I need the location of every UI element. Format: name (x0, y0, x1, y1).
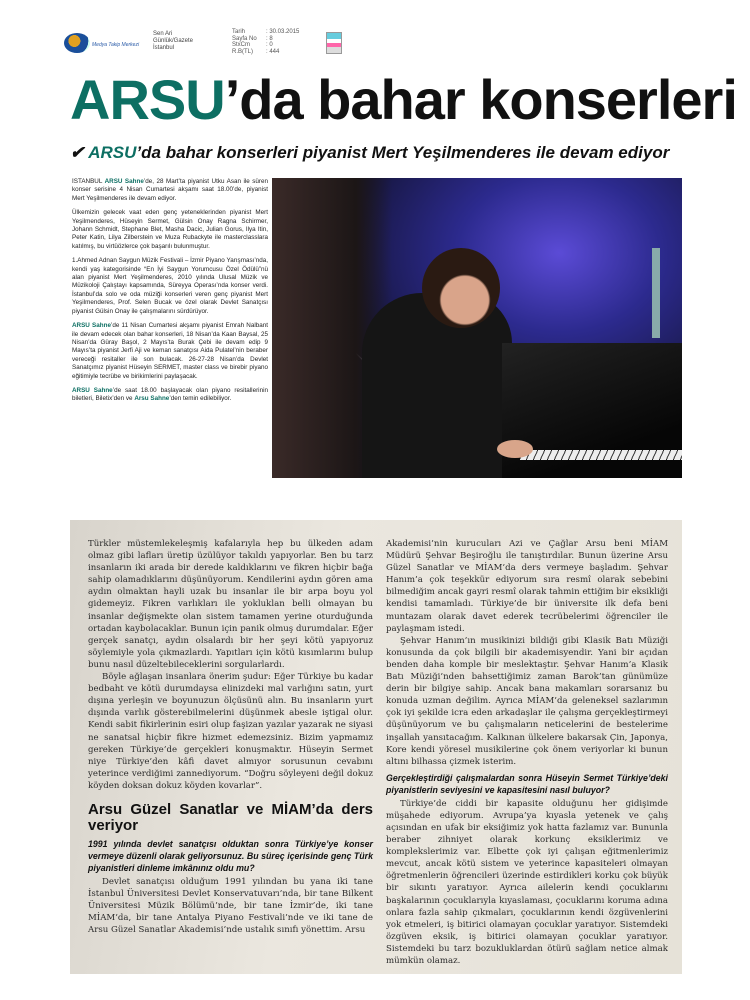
magazine-right-column (386, 538, 668, 967)
article-paragraph-5 (72, 387, 268, 404)
interview-answer: Türkiye’de ciddi bir kapasite olduğunu her gidişimde müşahede ediyorum. Avrupa’ya kıyasla yetenek ve çalış açısından en ufak bir eksiğimiz yok hatta fazlamız var. Bununla beraber zihniyet olarak korkunç eksiklerimiz ve komplekslerimiz var. Elbette çok iyi çalışan eğitmenlerimiz mevcut, ancak kötü sistem ve yeterince kapasiteleri olmayan öğretmenlerin öğrencileri üzerinde estirdikleri korku çok büyük bir sıkıntı yaratıyor. Ayrıca ailelerin kendi çocuklarını başkalarının çocuklarıyla kıyaslaması, çocuklarını koruma adına onlara fazla sahip çıkmaları, çocuklarının kendi özgüvenlerini yok etmeleri, iş bitirici olamayan çocuklar yaratıyor. Sistemdeki özgüven eksik, iş bitirici olamayan çocuklar yaratıyor. Sistemdeki bu tarz bozukluklardan ötürü sağlam netice almak mümkün olamaz. (386, 798, 668, 966)
pianist-figure (362, 293, 512, 478)
source-type: Günlük/Gazete (153, 38, 194, 44)
headline-brand: ARSU (70, 68, 225, 131)
section-title: Arsu Güzel Sanatlar ve MİAM’da ders veriyor (88, 800, 373, 834)
magazine-paragraph: Böyle ağlaşan insanlara önerim şudur: Eğer Türkiye bu kadar bedbaht ve kötü durumdaysa elinizdeki mal varlığını satın, yurt dışına yerleşin ve boyunuzun ölçüsünü alın. Bu insanların yurt dışında varlık gösterebilmelerini düşünmek abesle iştigal olur. Kendi sabit fikirlerinin esiri olup faşizan yazılar yazarak ne siyasi ne sanatsal hiçbir fikre hizmet edemezsiniz. Bizim yapmamız gereken Türkiye’de gerçekleri konuşmaktır. Hüseyin Sermet niye Türkiye’den kâfi davet almıyor sorusunun cevabını yeterince verdiğimi zannediyorum. “Doğru söyleyeni değil dokuz köyden doksan dokuz köyden kovarlar”. (88, 672, 373, 791)
paragraph-text: ’den temin edilebiliyor. (169, 395, 232, 403)
magazine-scan (70, 520, 682, 974)
microphone-stand (652, 248, 660, 338)
subhead-brand: ARSU (88, 143, 137, 162)
paragraph-text: ’de, 28 Mart’ta piyanist Utku Asan ile süren konser serisine 4 Nisan Cumartesi akşamı saat 18.00’de, piyanist Mert Yeşilmenderes ile devam ediyor. (72, 178, 268, 202)
article-paragraph-1 (72, 178, 268, 203)
magazine-paragraph: Türkler müstemlekeleşmiş kafalarıyla hep bu ülkeden adam olmaz gibi lafları üretip üzülüyor takıldı yapıyorlar. Ben bu tarz insanların iki arada bir derede kaldıklarını ve fikren hiçbir bağa sahip olamadıklarını düşünüyorum. Kendilerini aydın gören ama aydın olmaktan hayli uzak bu insanlar ile bir arpa boyu yol gidemeyiz. Fikren varlıkları ile yokluklan belli olmayan bu insanlar değişmekte olan sistem tamamen yerine oturduğunda ortadan kaybolacaklar. Bunun için panik olmuş durumdalar. Eğer gerçek sanatçı, aydın olsalardı bir her şeyi kötü yapıyoruz söylemiyle yola çıkmazlardı. Yapıtları için kötü kısımlarını bulup bunu nasıl düzeltebileceklerini sorgularlardı. (88, 539, 373, 670)
logo-text: Medya Takip Merkezi (92, 42, 140, 48)
meta-value-date: : 30.03.2015 (266, 29, 300, 35)
article-column (72, 178, 268, 488)
paragraph-text: ’de saat 18.00 başlayacak olan piyano resitallerinin biletleri, Biletix’den ve (72, 386, 268, 403)
source-name: Sen Ari (153, 31, 173, 37)
brand-mention: ARSU Sahne (72, 386, 113, 394)
headline (70, 62, 737, 138)
meta-label-rb: R.B(TL) (232, 48, 253, 55)
article-paragraph-2: Ülkemizin gelecek vaat eden genç yeteneklerinden piyanist Mert Yeşilmenderes, Hüseyin Sermet, Gülsin Onay Ragna Schirmer, Johann Schmidt, Stephane Blet, Masha Dacic, Julian Gorus, Ilya Itin, Peter Katin, Lilya Zilberstein ve Muza Rubackyte ile masterclasslara katılmış, bu virtüözlerce çok başarılı bulunmuştur. (72, 209, 268, 250)
brand-mention: ARSU Sahne (104, 178, 144, 185)
magazine-paragraph: Akademisi’nin kurucuları Azi ve Çağlar Arsu beni MİAM Müdürü Şehvar Beşiroğlu ile tanıştırdılar. Bunun üzerine Arsu Güzel Sanatlar ve MİAM’da ders vermeye başladım. Şehvar Hanım’a çok teşekkür ediyorum sıra resmî olarak sebebini bilmediğim ancak gayri resmî olarak tahmin ettiğim bir eksikliği kendisi tamamladı. Türkiye’de bir üniversite ilk defa beni muntazam olarak davet ederek tecrübelerimi öğrenciler ile paylaşmam istedi. (386, 539, 668, 634)
checkmark-icon: ✔ (70, 143, 85, 162)
clipping-header (0, 0, 750, 60)
media-monitor-logo-icon (64, 33, 90, 53)
brand-mention: ARSU Sahne (72, 322, 111, 330)
meta-value-stxcm: : 0 (266, 42, 273, 48)
meta-label-date: Tarih (232, 29, 246, 35)
clipping-meta (232, 29, 299, 55)
pianist-head (422, 248, 500, 328)
meta-label-page: Sayfa No (232, 35, 257, 42)
interview-answer: Devlet sanatçısı olduğum 1991 yılından bu yana iki tane İstanbul Üniversitesi Devlet Konservatuvarı’nda, bir tane Bilkent Üniversitesi Müzik Bölümü’nde, bir tane İzmir’de, iki tane MİAM’da, bir tane Antalya Piyano Festivali’nde ve iki tane de Arsu Güzel Sanatlar Akademisi’nde ustalık sınıfı yönettim. Arsu (88, 876, 373, 936)
source-city: İstanbul (153, 45, 175, 51)
brand-mention-2: Arsu Sahne (134, 395, 170, 403)
pianist-hand (497, 440, 533, 458)
magazine-paragraph: Şehvar Hanım’ın musikinizi bildiği gibi Klasik Batı Müziği konusunda da çok bilgili bir akademisyendir. Yani bir açıdan benden daha komple bir meslektaştır. Şehvar Hanım’a Klasik Batı Müziği’nden bahsettiğimiz zaman Barok’tan günümüze derin bir bilgiye sahip. Ancak bana makamları sorarsanız bu konuda uzman değilim. Ayrıca MİAM’da geleneksel sazlarımın çok iyi şekilde icra eden arkadaşlar ile çalışma gerçekleştirmeyi düşünüyorum ve bu çalışmaların neticelerini de bestelerime inşallah yansıtacağım. Kalkınan ülkelere bakarsak Çin, Japonya, Kore kendi yöresel musikilerine çok önem veriyorlar ki bunun altını bilhassa çizmek isterim. (386, 635, 668, 767)
article-paragraph-3: 1.Ahmed Adnan Saygun Müzik Festivali – İzmir Piyano Yarışması’nda, kendi yaş kategorisinde “En İyi Saygun Yorumcusu Özel Ödülü”nü alan piyanist Mert Yeşilmenderes, 2010 yılında Ulusal Müzik ve Müzikoloji Çalıştayı kapsamında, Süreyya Operası’nda konser verdi. İstanbul’da solo ve oda müziği konserleri veren genç piyanist Mert Yeşilmenderes, Prof. Selen Bucak ve özel olarak Devlet Sanatçısı piyanist Gülsin Onay ile çalışmalarını sürdürüyor. (72, 257, 268, 315)
subheadline (70, 143, 690, 163)
headline-rest: ’da bahar konserleri (224, 68, 737, 131)
meta-label-stxcm: StxCm (232, 42, 250, 48)
interview-question: Gerçekleştirdiği çalışmalardan sonra Hüseyin Sermet Türkiye’deki piyanistlerin seviyesini ve kapasitesini nasıl buluyor? (386, 772, 668, 795)
subhead-rest: ’da bahar konserleri piyanist Mert Yeşilmenderes ile devam ediyor (136, 143, 670, 162)
concert-photo (272, 178, 682, 478)
paragraph-text: ’de 11 Nisan Cumartesi akşamı piyanist Emrah Nalbant ile devam edecek olan bahar konserleri, 18 Nisan’da Kaan Baysal, 25 Nisan’da Güray Başol, 2 Mayıs’ta Burak Çebi ile devam edip 9 Mayıs’ta piyanist Jerfi Aji ve keman sanatçısı Aida Pulatel’nin beraber vereceği resitaller ile son bulacak. 26-27-28 Nisan’da Devlet Sanatçımız piyanist Hüseyin SERMET, master class ve birebir piyano eğitimiyle tecrübe ve birikimlerini paylaşacak. (72, 322, 268, 380)
piano-keys (520, 450, 682, 460)
dateline-city: İSTANBUL (72, 178, 103, 185)
article-paragraph-4 (72, 322, 268, 381)
magazine-left-column (88, 538, 373, 936)
source-info (153, 31, 193, 52)
interview-question: 1991 yılında devlet sanatçısı olduktan sonra Türkiye’ye konser vermeye düzenli olarak geliyorsunuz. Bu süreç içerisinde genç Türk piyanistleri dinleme imkânınız oldu mu? (88, 838, 373, 873)
meta-value-page: : 8 (266, 35, 273, 42)
page-thumbnail-icon (326, 32, 342, 54)
meta-value-rb: : 444 (266, 48, 280, 55)
